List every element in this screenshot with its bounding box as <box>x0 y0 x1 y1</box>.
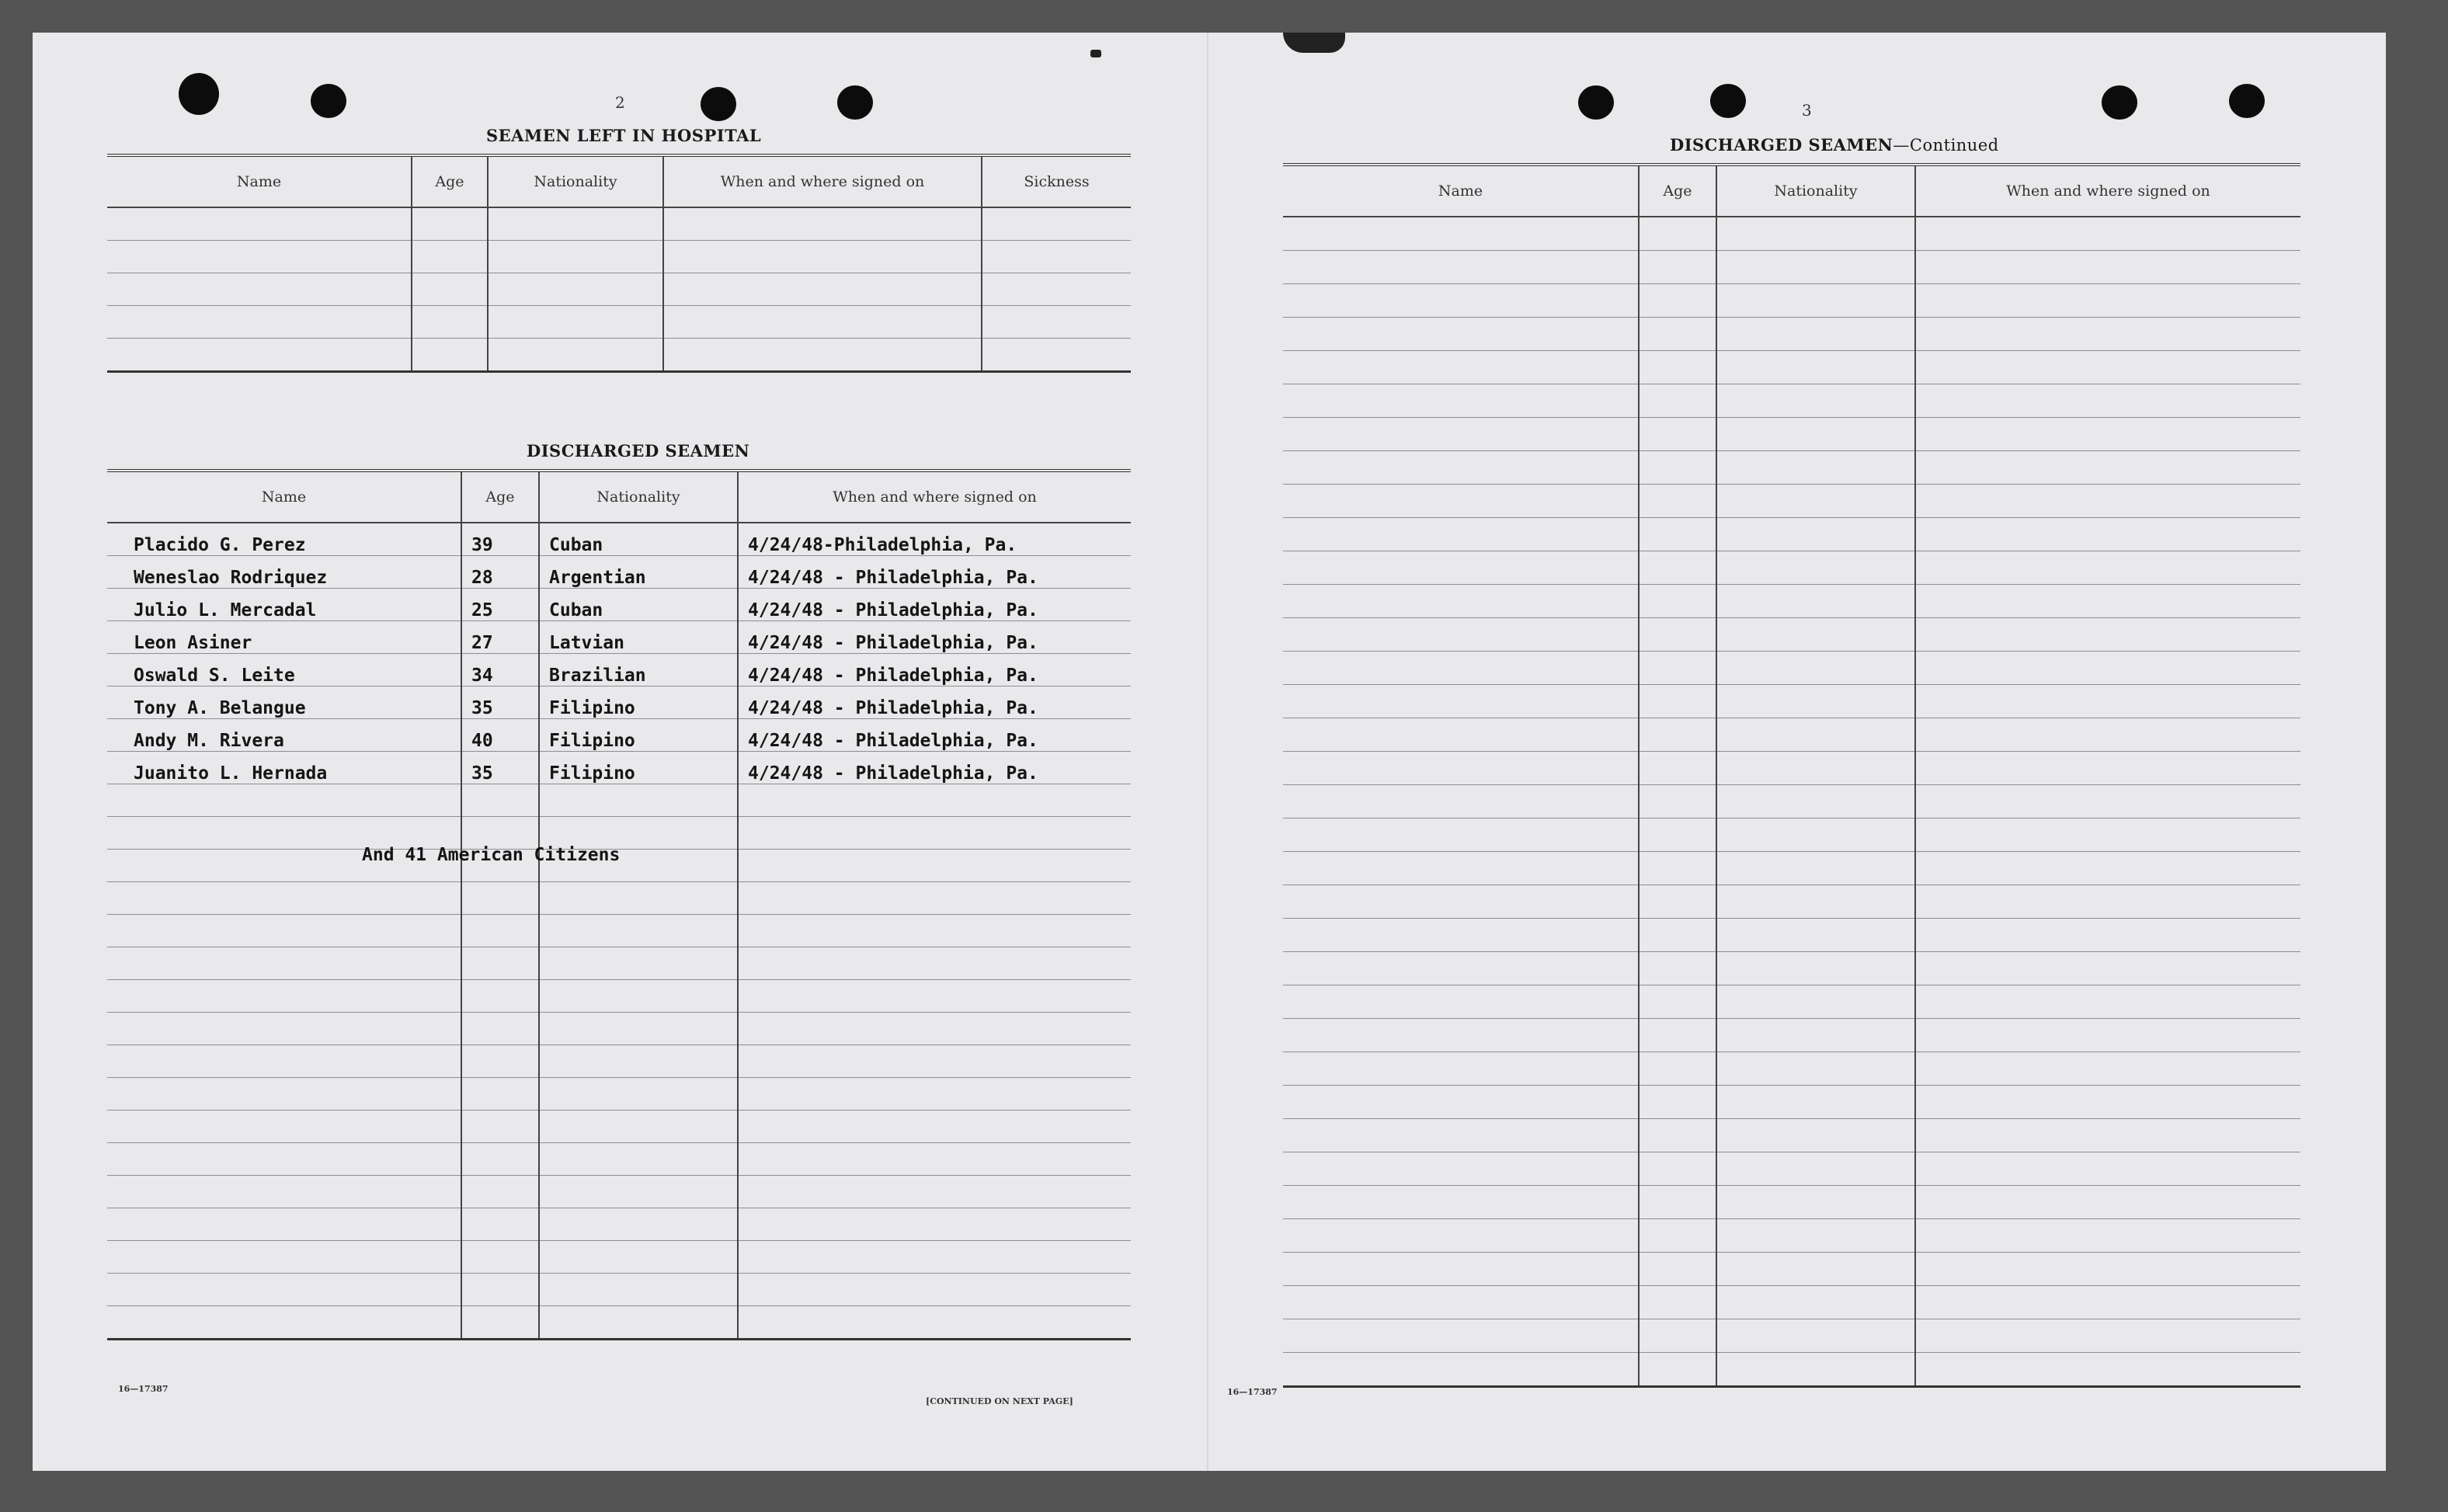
seaman-nationality: Cuban <box>539 523 738 556</box>
seaman-signed-on: 4/24/48-Philadelphia, Pa. <box>738 523 1131 556</box>
table-row <box>107 1143 1131 1176</box>
table-row <box>1283 652 2300 685</box>
american-citizens-note: And 41 American Citizens <box>362 845 621 865</box>
table-row <box>107 784 1131 817</box>
table-row <box>107 915 1131 947</box>
table-row <box>107 273 1131 306</box>
seaman-age: 25 <box>461 589 539 621</box>
column-header-nationality: Nationality <box>488 155 663 207</box>
table-row <box>107 556 1131 589</box>
column-header-age: Age <box>461 471 539 523</box>
table-row <box>107 882 1131 915</box>
seaman-name: Oswald S. Leite <box>107 654 461 686</box>
continued-section-title <box>1670 135 1999 155</box>
section-title-main: DISCHARGED SEAMEN <box>1670 135 1893 155</box>
section-title-continued: —Continued <box>1893 136 1999 155</box>
table-row <box>1283 819 2300 852</box>
seaman-age: 40 <box>461 719 539 752</box>
column-header-nationality: Nationality <box>539 471 738 523</box>
seaman-age: 28 <box>461 556 539 589</box>
table-row <box>1283 1186 2300 1219</box>
seaman-signed-on: 4/24/48 - Philadelphia, Pa. <box>738 752 1131 784</box>
table-row <box>1283 1319 2300 1353</box>
seaman-age: 35 <box>461 752 539 784</box>
seaman-age: 34 <box>461 654 539 686</box>
column-header-age: Age <box>1639 165 1716 217</box>
table-row <box>1283 384 2300 418</box>
table-row <box>1283 1052 2300 1086</box>
seaman-name: Julio L. Mercadal <box>107 589 461 621</box>
table-row <box>1283 618 2300 652</box>
column-header-signed-on: When and where signed on <box>1915 165 2300 217</box>
seaman-nationality: Cuban <box>539 589 738 621</box>
column-header-name: Name <box>107 471 461 523</box>
table-row <box>107 1045 1131 1078</box>
table-row <box>1283 451 2300 485</box>
table-row <box>107 1013 1131 1045</box>
seaman-signed-on: 4/24/48 - Philadelphia, Pa. <box>738 654 1131 686</box>
seaman-nationality: Latvian <box>539 621 738 654</box>
discharged-table <box>107 469 1131 1340</box>
table-row <box>1283 1119 2300 1152</box>
seaman-age: 27 <box>461 621 539 654</box>
table-row <box>107 654 1131 686</box>
table-row <box>1283 284 2300 318</box>
column-header-name: Name <box>107 155 412 207</box>
table-row <box>107 947 1131 980</box>
table-row <box>1283 351 2300 384</box>
column-header-signed-on: When and where signed on <box>663 155 982 207</box>
table-row <box>1283 785 2300 819</box>
column-header-sickness: Sickness <box>982 155 1131 207</box>
table-row <box>1283 251 2300 284</box>
table-row <box>107 1306 1131 1340</box>
page-number: 2 <box>615 93 625 112</box>
table-row <box>1283 551 2300 585</box>
table-row <box>107 621 1131 654</box>
table-row <box>1283 952 2300 985</box>
table-row <box>107 1176 1131 1208</box>
seaman-nationality: Filipino <box>539 752 738 784</box>
table-row <box>107 207 1131 241</box>
table-row <box>1283 985 2300 1019</box>
table-row <box>107 1241 1131 1274</box>
continued-note: [CONTINUED ON NEXT PAGE] <box>926 1396 1073 1406</box>
table-row <box>1283 752 2300 785</box>
table-row <box>107 1078 1131 1111</box>
document-sheet <box>33 33 2386 1471</box>
table-row <box>1283 718 2300 752</box>
table-row <box>1283 1353 2300 1387</box>
table-row <box>107 752 1131 784</box>
table-row <box>107 241 1131 273</box>
table-row <box>1283 852 2300 885</box>
seaman-name: Weneslao Rodriquez <box>107 556 461 589</box>
table-row <box>107 1208 1131 1241</box>
table-row <box>1283 1219 2300 1253</box>
table-row <box>1283 585 2300 618</box>
page-number: 3 <box>1802 101 1812 120</box>
seaman-signed-on: 4/24/48 - Philadelphia, Pa. <box>738 589 1131 621</box>
table-row <box>1283 1152 2300 1186</box>
seaman-signed-on: 4/24/48 - Philadelphia, Pa. <box>738 556 1131 589</box>
table-row <box>1283 217 2300 251</box>
table-row <box>1283 485 2300 518</box>
seaman-nationality: Argentian <box>539 556 738 589</box>
column-header-signed-on: When and where signed on <box>738 471 1131 523</box>
column-header-age: Age <box>412 155 488 207</box>
hospital-section-title: SEAMEN LEFT IN HOSPITAL <box>486 126 762 145</box>
table-row <box>1283 685 2300 718</box>
seaman-name: Andy M. Rivera <box>107 719 461 752</box>
hospital-table <box>107 154 1131 373</box>
table-row <box>107 306 1131 339</box>
table-row <box>1283 1286 2300 1319</box>
seaman-nationality: Filipino <box>539 719 738 752</box>
discharged-continued-table <box>1283 163 2300 1388</box>
discharged-section-title: DISCHARGED SEAMEN <box>527 441 750 461</box>
table-row <box>1283 919 2300 952</box>
seaman-name: Leon Asiner <box>107 621 461 654</box>
table-row <box>1283 1019 2300 1052</box>
table-row <box>107 719 1131 752</box>
table-row <box>1283 318 2300 351</box>
right-page <box>1208 33 2386 1471</box>
table-row <box>1283 518 2300 551</box>
seaman-name: Tony A. Belangue <box>107 686 461 719</box>
table-row <box>107 686 1131 719</box>
column-header-nationality: Nationality <box>1716 165 1915 217</box>
form-number: 16—17387 <box>1227 1387 1278 1397</box>
table-row <box>107 1111 1131 1143</box>
table-row <box>1283 1253 2300 1286</box>
table-row <box>1283 418 2300 451</box>
seaman-signed-on: 4/24/48 - Philadelphia, Pa. <box>738 621 1131 654</box>
table-row <box>107 339 1131 372</box>
form-number: 16—17387 <box>118 1384 169 1394</box>
table-row <box>1283 885 2300 919</box>
seaman-name: Juanito L. Hernada <box>107 752 461 784</box>
table-row <box>107 1274 1131 1306</box>
column-header-name: Name <box>1283 165 1639 217</box>
seaman-signed-on: 4/24/48 - Philadelphia, Pa. <box>738 686 1131 719</box>
table-row <box>107 589 1131 621</box>
table-row <box>107 523 1131 556</box>
seaman-name: Placido G. Perez <box>107 523 461 556</box>
seaman-nationality: Brazilian <box>539 654 738 686</box>
seaman-age: 39 <box>461 523 539 556</box>
table-row <box>1283 1086 2300 1119</box>
seaman-nationality: Filipino <box>539 686 738 719</box>
left-page <box>33 33 1207 1471</box>
seaman-signed-on: 4/24/48 - Philadelphia, Pa. <box>738 719 1131 752</box>
seaman-age: 35 <box>461 686 539 719</box>
table-row <box>107 980 1131 1013</box>
